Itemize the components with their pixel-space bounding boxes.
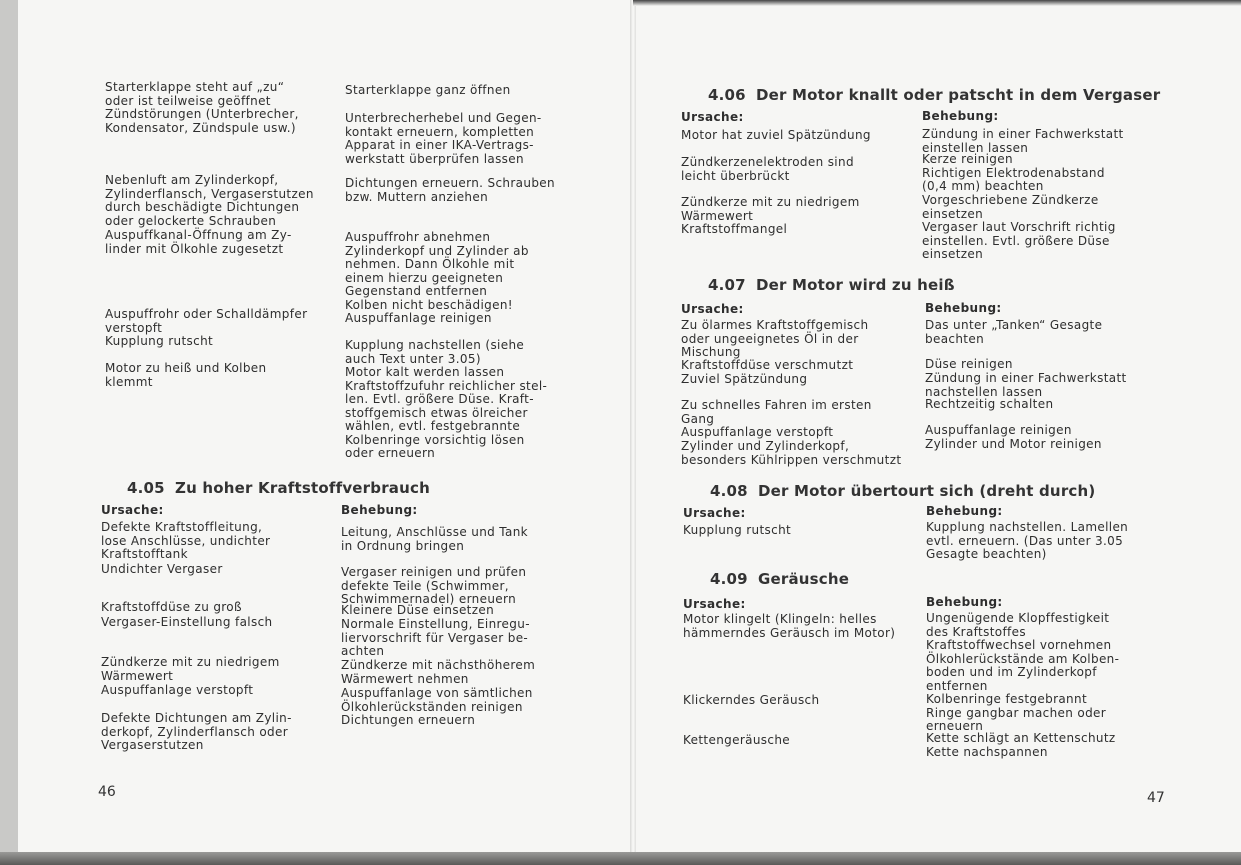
text-line: Kraftstoffwechsel vornehmen	[926, 638, 1112, 652]
text-line: Wärmewert nehmen	[341, 671, 469, 686]
section-heading-4-08	[710, 482, 1095, 500]
text-line: Kettengeräusche	[683, 733, 791, 747]
text-line: Auspuffanlage reinigen	[345, 311, 492, 325]
remedy-text	[345, 112, 542, 166]
remedy-text	[345, 339, 524, 366]
remedy-column-label: Behebung:	[925, 301, 1002, 315]
text-line: Vorgeschriebene Zündkerze	[922, 193, 1099, 207]
text-line: Zu schnelles Fahren im ersten	[681, 398, 872, 412]
text-line: Vergaser laut Vorschrift richtig	[922, 220, 1116, 234]
page-edge-shadow	[633, 0, 1241, 6]
remedy-text	[925, 438, 1102, 452]
text-line: des Kraftstoffes	[926, 624, 1026, 639]
cause-text	[105, 362, 267, 389]
text-line: einstellen lassen	[922, 140, 1029, 155]
remedy-text	[925, 424, 1072, 438]
text-line: len. Evtl. größere Düse. Kraft-	[345, 392, 534, 406]
text-line: Auspuffanlage verstopft	[101, 683, 254, 697]
text-line: Normale Einstellung, Einregu-	[341, 617, 530, 631]
text-line: Auspuffanlage verstopft	[681, 425, 834, 439]
cause-text	[681, 156, 854, 183]
text-line: Ölkohlerückständen reinigen	[341, 699, 523, 714]
remedy-text	[926, 521, 1128, 562]
text-line: einem hierzu geeigneten	[345, 270, 504, 285]
text-line: oder gelockerte Schrauben	[105, 213, 277, 228]
text-line: Ölkohlerückstände am Kolben-	[926, 651, 1120, 666]
page-bottom-edge	[0, 852, 1241, 865]
text-line: bzw. Muttern anziehen	[345, 189, 489, 204]
text-line: Das unter „Tanken“ Gesagte	[925, 318, 1103, 332]
text-line: boden und im Zylinderkopf	[926, 665, 1097, 679]
remedy-text	[926, 693, 1106, 734]
text-line: beachten	[925, 331, 985, 346]
remedy-text	[345, 84, 511, 98]
remedy-text	[345, 366, 547, 461]
text-line: Kupplung nachstellen (siehe	[345, 338, 525, 352]
cause-text	[683, 694, 819, 708]
text-line: Unterbrecherhebel und Gegen-	[345, 111, 542, 125]
text-line: Defekte Kraftstoffleitung,	[101, 520, 263, 534]
text-line: Kolbenringe festgebrannt	[926, 692, 1088, 706]
text-line: Schwimmernadel) erneuern	[341, 592, 517, 606]
text-line: erneuern	[926, 719, 984, 733]
cause-text	[105, 229, 292, 256]
text-line: wählen, evtl. festgebrannte	[345, 419, 521, 433]
text-line: linder mit Ölkohle zugesetzt	[105, 241, 284, 256]
remedy-text	[341, 566, 526, 607]
text-line: Motor zu heiß und Kolben	[105, 361, 267, 375]
text-line: einsetzen	[922, 206, 984, 221]
text-line: Ringe gangbar machen oder	[926, 705, 1107, 720]
section-title: Der Motor übertourt sich (dreht durch)	[758, 482, 1096, 500]
remedy-text	[922, 194, 1099, 221]
text-line: Kraftstoffzufuhr reichlicher stel-	[345, 378, 548, 393]
text-line: in Ordnung bringen	[341, 538, 465, 553]
text-line: Klickerndes Geräusch	[683, 693, 820, 707]
text-line: einstellen. Evtl. größere Düse	[922, 233, 1110, 248]
text-line: Kette nachspannen	[926, 744, 1048, 759]
text-line: werkstatt überprüfen lassen	[345, 151, 524, 166]
book-gutter	[630, 0, 636, 858]
text-line: liervorschrift für Vergaser be-	[341, 630, 529, 645]
remedy-text	[341, 618, 530, 659]
text-line: Motor kalt werden lassen	[345, 365, 505, 379]
text-line: Zu ölarmes Kraftstoffgemisch	[681, 318, 869, 332]
text-line: oder ungeeignetes Öl in der	[681, 331, 859, 346]
cause-text	[105, 108, 299, 135]
cause-text	[101, 601, 242, 615]
text-line: Auspuffrohr oder Schalldämpfer	[105, 307, 308, 321]
text-line: Zündkerze mit nächsthöherem	[341, 658, 536, 672]
text-line: Düse reinigen	[925, 357, 1013, 371]
remedy-text	[341, 526, 528, 553]
text-line: Kleinere Düse einsetzen	[341, 603, 495, 617]
text-line: oder erneuern	[345, 446, 436, 460]
text-line: Starterklappe steht auf „zu“	[105, 80, 285, 94]
text-line: Kraftstoffdüse verschmutzt	[681, 358, 854, 372]
remedy-text	[925, 358, 1013, 372]
text-line: Zündstörungen (Unterbrecher,	[105, 107, 299, 121]
section-number: 4.08	[710, 482, 748, 500]
text-line: Defekte Dichtungen am Zylin-	[101, 711, 292, 725]
remedy-column-label: Behebung:	[926, 504, 1003, 518]
cause-text	[681, 223, 787, 237]
remedy-text	[345, 231, 529, 312]
text-line: defekte Teile (Schwimmer,	[341, 578, 509, 593]
page-number-left: 46	[98, 784, 116, 800]
text-line: Zuviel Spätzündung	[681, 372, 808, 386]
text-line: Vergaser-Einstellung falsch	[101, 615, 273, 629]
text-line: Vergaser reinigen und prüfen	[341, 565, 527, 579]
text-line: Apparat in einer IKA-Vertrags-	[345, 138, 534, 152]
cause-text	[681, 426, 833, 440]
text-line: Wärmewert	[681, 208, 754, 223]
text-line: Motor hat zuviel Spätzündung	[681, 128, 871, 142]
text-line: auch Text unter 3.05)	[345, 351, 481, 366]
text-line: (0,4 mm) beachten	[922, 179, 1044, 193]
text-line: Zündung in einer Fachwerkstatt	[925, 371, 1127, 385]
text-line: hämmerndes Geräusch im Motor)	[683, 625, 896, 640]
cause-column-label: Ursache:	[683, 506, 746, 520]
text-line: Kupplung rutscht	[105, 334, 214, 348]
remedy-text	[922, 128, 1124, 155]
cause-text	[681, 359, 853, 373]
text-line: Gesagte beachten)	[926, 547, 1047, 561]
text-line: verstopft	[105, 320, 163, 335]
remedy-text	[922, 153, 1105, 194]
cause-text	[105, 174, 314, 228]
text-line: derkopf, Zylinderflansch oder	[101, 724, 289, 739]
cause-column-label: Ursache:	[683, 597, 746, 611]
text-line: Kupplung nachstellen. Lamellen	[926, 520, 1129, 534]
text-line: kontakt erneuern, kompletten	[345, 124, 535, 139]
text-line: Auspuffanlage von sämtlichen	[341, 686, 533, 700]
text-line: Kolben nicht beschädigen!	[345, 297, 513, 312]
text-line: besonders Kühlrippen verschmutzt	[681, 452, 902, 467]
cause-text	[681, 373, 807, 387]
cause-text	[101, 563, 223, 577]
text-line: Zylinder und Zylinderkopf,	[681, 439, 850, 453]
cause-text	[101, 712, 292, 753]
text-line: achten	[341, 644, 385, 658]
text-line: klemmt	[105, 374, 153, 389]
cause-text	[681, 399, 872, 426]
text-line: Kraftstoffdüse zu groß	[101, 600, 242, 614]
text-line: Dichtungen erneuern	[341, 713, 476, 727]
text-line: Mischung	[681, 345, 741, 359]
section-heading-4-06	[708, 86, 1160, 104]
cause-text	[681, 129, 871, 143]
section-number: 4.06	[708, 86, 746, 104]
text-line: nehmen. Dann Ölkohle mit	[345, 257, 515, 271]
text-line: stoffgemisch etwas ölreicher	[345, 405, 528, 420]
text-line: Auspuffanlage reinigen	[925, 423, 1072, 437]
cause-text	[101, 521, 270, 562]
section-title: Der Motor wird zu heiß	[756, 276, 955, 294]
cause-text	[105, 335, 213, 349]
cause-text	[683, 734, 790, 748]
text-line: Gang	[681, 411, 715, 426]
text-line: Wärmewert	[101, 668, 174, 683]
text-line: Kerze reinigen	[922, 152, 1013, 166]
remedy-text	[345, 312, 492, 326]
remedy-text	[345, 177, 555, 204]
cause-text	[681, 196, 860, 223]
text-line: Zündkerze mit zu niedrigem	[101, 655, 280, 669]
text-line: Rechtzeitig schalten	[925, 397, 1054, 411]
remedy-text	[341, 714, 475, 728]
text-line: evtl. erneuern. (Das unter 3.05	[926, 533, 1124, 548]
text-line: Gegenstand entfernen	[345, 284, 488, 298]
remedy-text	[926, 612, 1119, 693]
remedy-column-label: Behebung:	[341, 503, 418, 517]
text-line: Nebenluft am Zylinderkopf,	[105, 173, 279, 187]
cause-text	[101, 616, 272, 630]
section-number: 4.09	[710, 570, 748, 588]
text-line: nachstellen lassen	[925, 384, 1043, 399]
text-line: Kolbenringe vorsichtig lösen	[345, 432, 525, 447]
remedy-text	[341, 687, 533, 714]
remedy-text	[925, 372, 1127, 399]
remedy-text	[341, 604, 494, 618]
remedy-text	[925, 398, 1053, 412]
remedy-text	[341, 659, 535, 686]
section-title: Zu hoher Kraftstoffverbrauch	[175, 479, 430, 497]
cause-column-label: Ursache:	[681, 302, 744, 316]
cause-text	[681, 440, 901, 467]
text-line: Kupplung rutscht	[683, 523, 792, 537]
cause-text	[683, 524, 791, 538]
text-line: entfernen	[926, 678, 988, 693]
section-heading-4-07	[708, 276, 955, 294]
text-line: Kette schlägt an Kettenschutz	[926, 731, 1116, 745]
remedy-text	[925, 319, 1102, 346]
cause-text	[105, 308, 307, 335]
cause-column-label: Ursache:	[681, 110, 744, 124]
text-line: Leitung, Anschlüsse und Tank	[341, 525, 528, 539]
text-line: leicht überbrückt	[681, 168, 790, 183]
text-line: Vergaserstutzen	[101, 738, 204, 752]
text-line: durch beschädigte Dichtungen	[105, 200, 300, 214]
section-heading-4-09	[710, 570, 849, 588]
page-number-right: 47	[1147, 790, 1165, 806]
cause-text	[101, 684, 253, 698]
text-line: Zündung in einer Fachwerkstatt	[922, 127, 1124, 141]
remedy-text	[922, 221, 1116, 262]
text-line: lose Anschlüsse, undichter	[101, 533, 271, 548]
text-line: einsetzen	[922, 247, 984, 261]
text-line: Zündkerze mit zu niedrigem	[681, 195, 860, 209]
cause-column-label: Ursache:	[101, 503, 164, 517]
section-title: Der Motor knallt oder patscht in dem Vergaser	[756, 86, 1161, 104]
text-line: Kraftstoffmangel	[681, 222, 788, 236]
text-line: Zylinderkopf und Zylinder ab	[345, 243, 529, 258]
section-heading-4-05	[127, 479, 430, 497]
text-line: Zylinder und Motor reinigen	[925, 437, 1102, 451]
remedy-column-label: Behebung:	[922, 109, 999, 123]
section-number: 4.07	[708, 276, 746, 294]
text-line: Motor klingelt (Klingeln: helles	[683, 612, 877, 626]
text-line: Dichtungen erneuern. Schrauben	[345, 176, 555, 190]
text-line: Richtigen Elektrodenabstand	[922, 165, 1105, 180]
text-line: Zylinderflansch, Vergaserstutzen	[105, 186, 314, 201]
text-line: oder ist teilweise geöffnet	[105, 93, 271, 108]
text-line: Ungenügende Klopffestigkeit	[926, 611, 1110, 625]
text-line: Undichter Vergaser	[101, 562, 223, 576]
cause-text	[101, 656, 280, 683]
section-title: Geräusche	[758, 570, 850, 588]
cause-text	[105, 81, 284, 108]
text-line: Zündkerzenelektroden sind	[681, 155, 854, 169]
remedy-column-label: Behebung:	[926, 595, 1003, 609]
cause-text	[683, 613, 895, 640]
cause-text	[681, 319, 868, 360]
text-line: Starterklappe ganz öffnen	[345, 83, 511, 97]
section-number: 4.05	[127, 479, 165, 497]
text-line: Kondensator, Zündspule usw.)	[105, 120, 296, 135]
text-line: Auspuffkanal-Öffnung am Zy-	[105, 228, 292, 242]
text-line: Auspuffrohr abnehmen	[345, 230, 491, 244]
text-line: Kraftstofftank	[101, 547, 188, 561]
remedy-text	[926, 732, 1116, 759]
